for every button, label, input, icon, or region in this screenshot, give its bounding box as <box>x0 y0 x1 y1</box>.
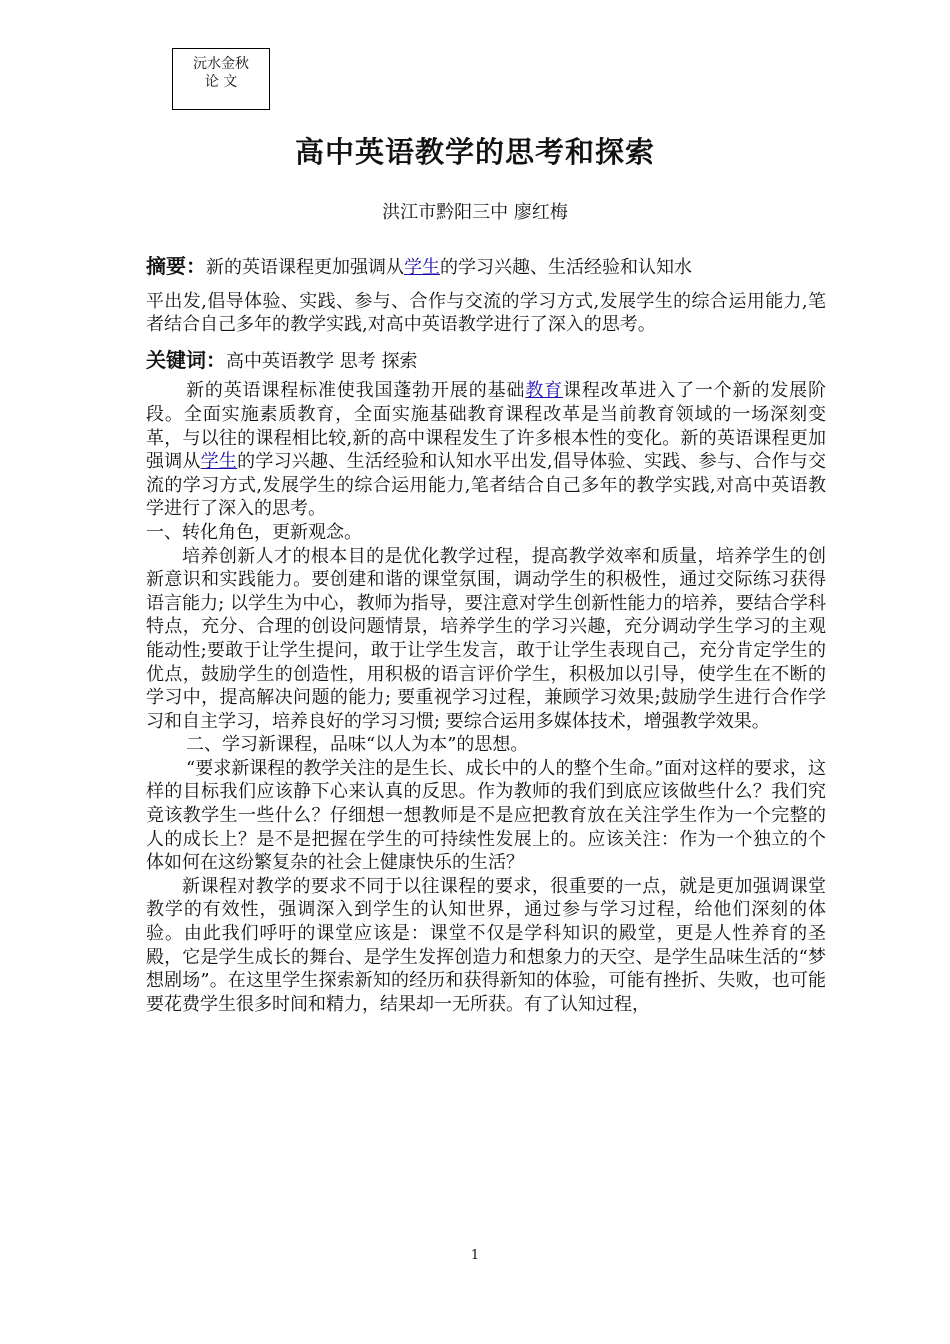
intro-part-1: 新的英语课程标准使我国蓬勃开展的基础 <box>186 380 526 402</box>
education-link[interactable]: 教育 <box>525 380 563 402</box>
abstract-label: 摘要： <box>146 254 206 278</box>
document-title: 高中英语教学的思考和探索 <box>294 135 655 169</box>
document-body <box>146 255 826 1016</box>
intro-part-2: 课程改革进入了一个新的发展阶段。全面实施素质教育，全面实施基础教育课程改革是当前教育领域的一场深刻变革，与以往的课程相比较,新的高中课程发生了许多根本性的变化。新的英语课程更加强调从 <box>146 380 827 473</box>
keywords-line <box>146 349 826 374</box>
abstract-rest: 平出发,倡导体验、实践、参与、合作与交流的学习方式,发展学生的综合运用能力,笔者结合自己多年的教学实践,对高中英语教学进行了深入的思考。 <box>146 290 826 336</box>
section2-heading: 二、学习新课程，品味“以人为本”的思想。 <box>186 734 529 756</box>
keywords-text: 高中英语教学 思考 探索 <box>226 350 418 372</box>
stamp-line-1: 沅水金秋 <box>193 56 249 72</box>
section1-paragraph: 培养创新人才的根本目的是优化教学过程，提高教学效率和质量，培养学生的创新意识和实践能力。要创建和谐的课堂氛围，调动学生的积极性，通过交际练习获得语言能力; 以学生为中心，教师为指导，要注意对学生创新性能力的培养，要结合学科特点，充分、合理的创设问题情景，培养学生的学习兴趣，充分调动学生学习的主观能动性;要敢于让学生提问，敢于让学生发言，敢于让学生表现自己，充分肯定学生的优点，鼓励学生的创造性，用积极的语言评价学生，积极加以引导，使学生在不断的学习中，提高解决问题的能力; 要重视学习过程，兼顾学习效果;鼓励学生进行合作学习和自主学习，培养良好的学习习惯; 要综合运用多媒体技术，增强教学效果。 <box>146 545 826 732</box>
section2-paragraph-1: “要求新课程的教学关注的是生长、成长中的人的整个生命。”面对这样的要求，这样的目标我们应该静下心来认真的反思。作为教师的我们到底应该做些什么？我们究竟该教学生一些什么？仔细想一想教师是不是应把教育放在关注学生作为一个完整的人的成长上？是不是把握在学生的可持续性发展上的。应该关注：作为一个独立的个体如何在这纷繁复杂的社会上健康快乐的生活？ <box>146 757 826 874</box>
section1-heading: 一、转化角色，更新观念。 <box>146 521 362 543</box>
section2-paragraph-2: 新课程对教学的要求不同于以往课程的要求，很重要的一点，就是更加强调课堂教学的有效性，强调深入到学生的认知世界，通过参与学习过程，给他们深刻的体验。由此我们呼吁的课堂应该是：课堂不仅是学科知识的殿堂，更是人性养育的圣殿，它是学生成长的舞台、是学生发挥创造力和想象力的天空、是学生品味生活的“梦想剧场”。在这里学生探索新知的经历和获得新知的体验，可能有挫折、失败，也可能要花费学生很多时间和精力，结果却一无所获。有了认知过程， <box>146 875 826 1015</box>
intro-student-link[interactable]: 学生 <box>200 451 238 473</box>
page-number: 1 <box>470 1248 480 1263</box>
author-line: 洪江市黔阳三中 廖红梅 <box>382 202 568 223</box>
stamp-box <box>172 48 270 110</box>
stamp-line-2: 论 文 <box>204 74 238 90</box>
keywords-label: 关键词： <box>146 347 226 372</box>
abstract-line-1 <box>146 255 826 280</box>
intro-part-3: 的学习兴趣、生活经验和认知水平出发,倡导体验、实践、参与、合作与交流的学习方式,发展学生的综合运用能力,笔者结合自己多年的教学实践,对高中英语教学进行了深入的思考。 <box>146 451 827 520</box>
abstract-pre: 新的英语课程更加强调从 <box>206 257 404 278</box>
abstract-line1-post: 的学习兴趣、生活经验和认知水 <box>440 257 692 278</box>
intro-paragraph <box>146 379 826 521</box>
abstract-student-link[interactable]: 学生 <box>404 257 440 278</box>
